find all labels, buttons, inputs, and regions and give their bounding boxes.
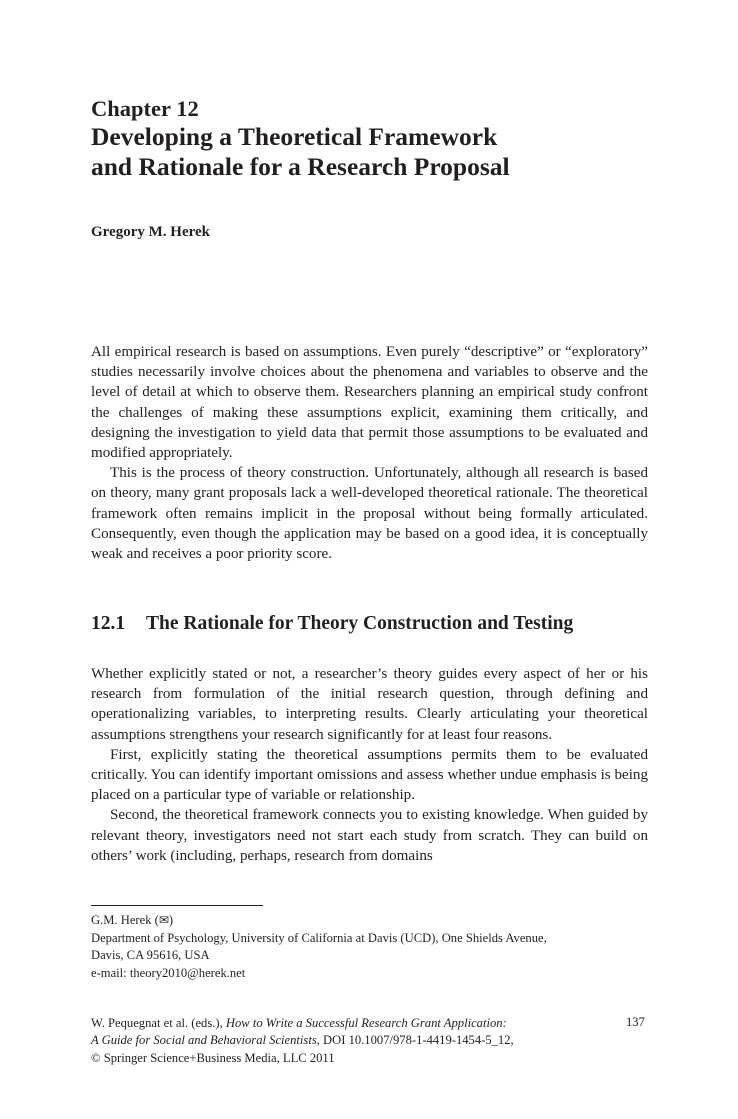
author-name: Gregory M. Herek xyxy=(91,224,210,240)
paragraph: First, explicitly stating the theoretical assumptions permits them to be evaluated critically. You can identify important omissions and assess whether undue emphasis is being placed on a particular type of variable or relationship. xyxy=(91,746,648,804)
chapter-title-line2: and Rationale for a Research Proposal xyxy=(91,152,510,181)
chapter-label: Chapter 12 xyxy=(91,96,199,121)
footnote-rule xyxy=(91,905,263,906)
paragraph: All empirical research is based on assumptions. Even purely “descriptive” or “exploratory” studies necessarily involve choices about the phenomena and variables to observe and the level of detail at which to observe them. Researchers planning an empirical study confront the challenges of making these assumptions explicit, examining them critically, and designing the investigation to yield data that permit those assumptions to be evaluated and modified appropriately. xyxy=(91,344,648,462)
page-number: 137 xyxy=(626,1015,645,1029)
envelope-icon: ✉ xyxy=(158,913,169,927)
citation-block xyxy=(91,1015,561,1067)
book-title: How to Write a Successful Research Grant Application: xyxy=(225,1016,507,1030)
chapter-title xyxy=(91,122,510,182)
footnote-author: G.M. Herek xyxy=(91,913,152,927)
intro-text xyxy=(91,342,648,564)
section-heading xyxy=(91,613,573,635)
affiliation-line: Davis, CA 95616, USA xyxy=(91,948,210,962)
paragraph: This is the process of theory construction. Unfortunately, although all research is based on theory, many grant proposals lack a well-developed theoretical rationale. The theoretical framework often remains implicit in the proposal without being formally articulated. Consequently, even though the application may be based on a good idea, it is conceptually weak and receives a poor priority score. xyxy=(91,465,648,563)
affiliation-line: Department of Psychology, University of California at Davis (UCD), One Shields Avenue, xyxy=(91,930,547,945)
book-subtitle: A Guide for Social and Behavioral Scientists xyxy=(91,1033,317,1048)
section-number: 12.1 xyxy=(91,613,126,634)
doi: , DOI 10.1007/978-1-4419-1454-5_12, xyxy=(316,1033,514,1048)
section-text xyxy=(91,664,648,866)
paragraph: Second, the theoretical framework connects you to existing knowledge. When guided by relevant theory, investigators need not start each study from scratch. They can build on others’ work (including, perhaps, research from domains xyxy=(91,807,648,864)
chapter-title-line1: Developing a Theoretical Framework xyxy=(91,122,498,151)
email-link[interactable]: e-mail: theory2010@herek.net xyxy=(91,965,246,980)
section-title: The Rationale for Theory Construction and Testing xyxy=(146,613,574,634)
author-footnote: G.M. Herek (✉) Department of Psychology, University of California at Davis (UCD), One Shields Avenue, Davis, CA 95616, USA e-mail: theory2010@herek.net xyxy=(91,912,547,982)
citation-editors: W. Pequegnat et al. (eds.), xyxy=(91,1016,226,1030)
paragraph: Whether explicitly stated or not, a researcher’s theory guides every aspect of her or his research from formulation of the initial research question, through defining and operationalizing variables, to interpreting results. Clearly articulating your theoretical assumptions strengthens your research significantly for at least four reasons. xyxy=(91,666,648,743)
copyright: © Springer Science+Business Media, LLC 2011 xyxy=(91,1050,335,1065)
